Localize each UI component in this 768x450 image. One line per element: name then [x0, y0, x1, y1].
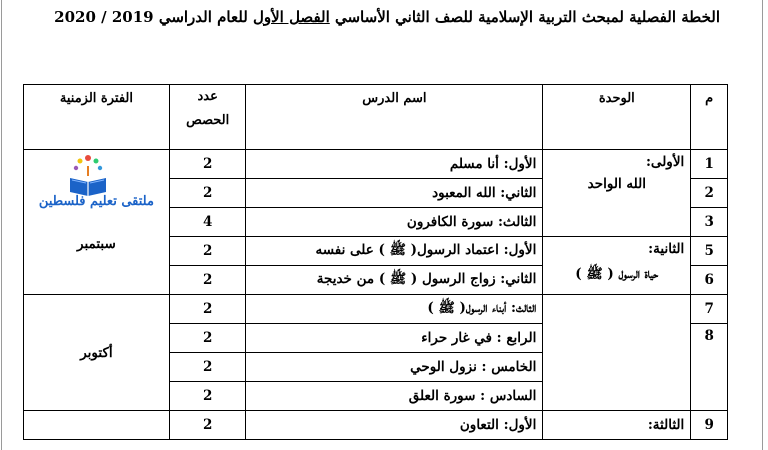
page-title: [54, 8, 720, 32]
row-num: 3: [691, 208, 728, 237]
row-num: 1: [691, 150, 728, 179]
month-september: سبتمبر: [77, 236, 116, 252]
lesson-count: 2: [169, 179, 246, 208]
lesson-count: 2: [169, 324, 246, 353]
lesson-count: 2: [169, 150, 246, 179]
row-num: 6: [691, 266, 728, 295]
lesson-count: 4: [169, 208, 246, 237]
title-prefix: الخطة الفصلية لمبحث التربية الإسلامية للصف الثاني الأساسي: [329, 8, 720, 26]
header-row: [24, 85, 728, 150]
lesson-count: 2: [169, 266, 246, 295]
unit-name: حياة الرسول ( ﷺ ): [575, 266, 659, 282]
header-period: الفترة الزمنية: [24, 85, 170, 150]
header-count-line1: عدد: [197, 89, 218, 104]
unit-cell-3: الثالثة:: [543, 411, 691, 440]
lesson-name: الرابع : في غار حراء: [246, 324, 543, 353]
header-lesson: اسم الدرس: [246, 85, 543, 150]
title-semester: الفصل الأول: [252, 8, 330, 26]
logo: [24, 150, 169, 216]
row-num: 5: [691, 237, 728, 266]
lesson-name: الخامس : نزول الوحي: [246, 353, 543, 382]
lesson-count: 2: [169, 382, 246, 411]
unit-name: الله الواحد: [587, 176, 646, 192]
lesson-count: 2: [169, 411, 246, 440]
lesson-name: الأول: اعتماد الرسول( ﷺ ) على نفسه: [246, 237, 543, 266]
lesson-name: الثالث: سورة الكافرون: [246, 208, 543, 237]
period-cell-october: أكتوبر: [24, 295, 170, 411]
row-num: 8: [691, 324, 728, 411]
row-num: 9: [691, 411, 728, 440]
header-unit: الوحدة: [543, 85, 691, 150]
lesson-name: الثاني: زواج الرسول ( ﷺ ) من خديجة: [246, 266, 543, 295]
logo-text: ملتقى تعليم فلسطين: [38, 194, 154, 209]
title-suffix: للعام الدراسي 2019 / 2020: [54, 8, 253, 26]
table-row: [24, 150, 728, 179]
semester-plan-table: [23, 84, 728, 440]
lesson-count: 2: [169, 295, 246, 324]
unit-label: الثانية:: [648, 241, 685, 257]
period-cell-empty: [24, 411, 170, 440]
lesson-count: 2: [169, 237, 246, 266]
period-cell-september: [24, 150, 170, 295]
unit-label: الأولى:: [645, 154, 685, 170]
header-count-line2: الحصص: [186, 113, 230, 128]
table-row: [24, 411, 728, 440]
table-row: [24, 295, 728, 324]
unit-cell-1: [543, 150, 691, 237]
lesson-name: الأول: أنا مسلم: [246, 150, 543, 179]
book-logo-icon: [68, 152, 108, 196]
row-num: 2: [691, 179, 728, 208]
lesson-name: السادس : سورة العلق: [246, 382, 543, 411]
lesson-name: الأول: التعاون: [246, 411, 543, 440]
header-num: م: [691, 85, 728, 150]
unit-cell-empty: [543, 295, 691, 411]
row-num: 7: [691, 295, 728, 324]
lesson-name: الثاني: الله المعبود: [246, 179, 543, 208]
unit-cell-2: [543, 237, 691, 295]
lesson-count: 2: [169, 353, 246, 382]
header-count: [169, 85, 246, 150]
lesson-name: الثالث: أبناء الرسول( ﷺ ): [246, 295, 543, 324]
